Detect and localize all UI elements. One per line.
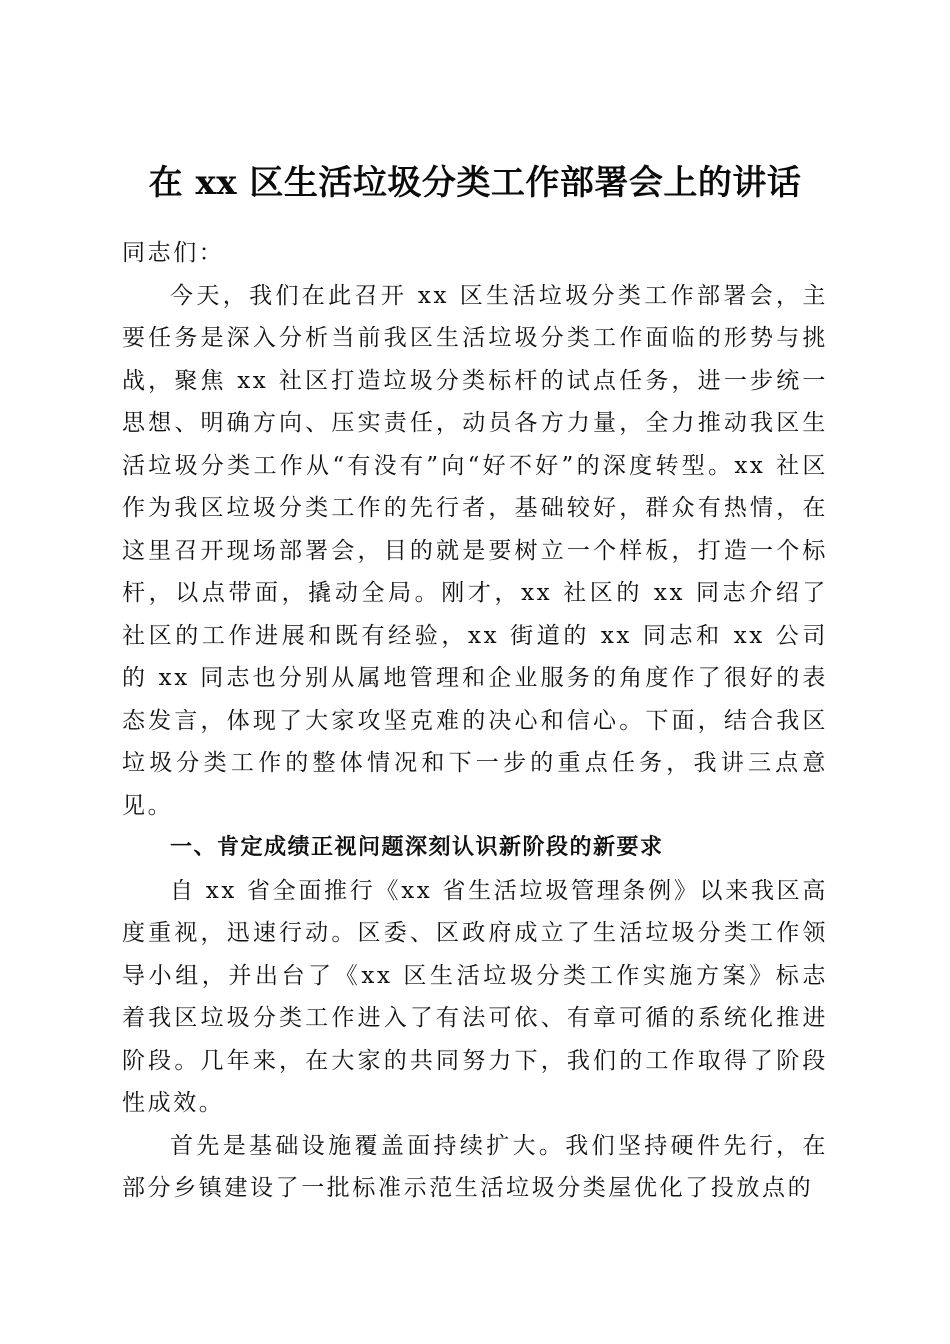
document-title: 在 xx 区生活垃圾分类工作部署会上的讲话 <box>148 162 802 203</box>
opening-paragraph: 今天，我们在此召开 xx 区生活垃圾分类工作部署会，主要任务是深入分析当前我区生活垃圾分类工作面临的形势与挑战，聚焦 xx 社区打造垃圾分类标杆的试点任务，进一步统一思想、明确方向、压实责任，动员各方力量，全力推动我区生活垃圾分类工作从“有没有”向“好不好”的深度转型。xx 社区作为我区垃圾分类工作的先行者，基础较好，群众有热情，在这里召开现场部署会，目的就是要树立一个样板，打造一个标杆，以点带面，撬动全局。刚才，xx 社区的 xx 同志介绍了社区的工作进展和既有经验，xx 街道的 xx 同志和 xx 公司的 xx 同志也分别从属地管理和企业服务的角度作了很好的表态发言，体现了大家攻坚克难的决心和信心。下面，结合我区垃圾分类工作的整体情况和下一步的重点任务，我讲三点意见。 <box>122 282 828 819</box>
document-body <box>122 232 828 1210</box>
section-heading: 一、肯定成绩正视问题深刻认识新阶段的新要求 <box>170 835 664 860</box>
section-paragraph-2: 首先是基础设施覆盖面持续扩大。我们坚持硬件先行，在部分乡镇建设了一批标准示范生活垃圾分类屋优化了投放点的 <box>122 1132 828 1201</box>
salutation: 同志们： <box>122 240 225 266</box>
section-paragraph-1: 自 xx 省全面推行《xx 省生活垃圾管理条例》以来我区高度重视，迅速行动。区委、区政府成立了生活垃圾分类工作领导小组，并出台了《xx 区生活垃圾分类工作实施方案》标志着我区垃圾分类工作进入了有法可依、有章可循的系统化推进阶段。几年来，在大家的共同努力下，我们的工作取得了阶段性成效。 <box>122 877 828 1116</box>
